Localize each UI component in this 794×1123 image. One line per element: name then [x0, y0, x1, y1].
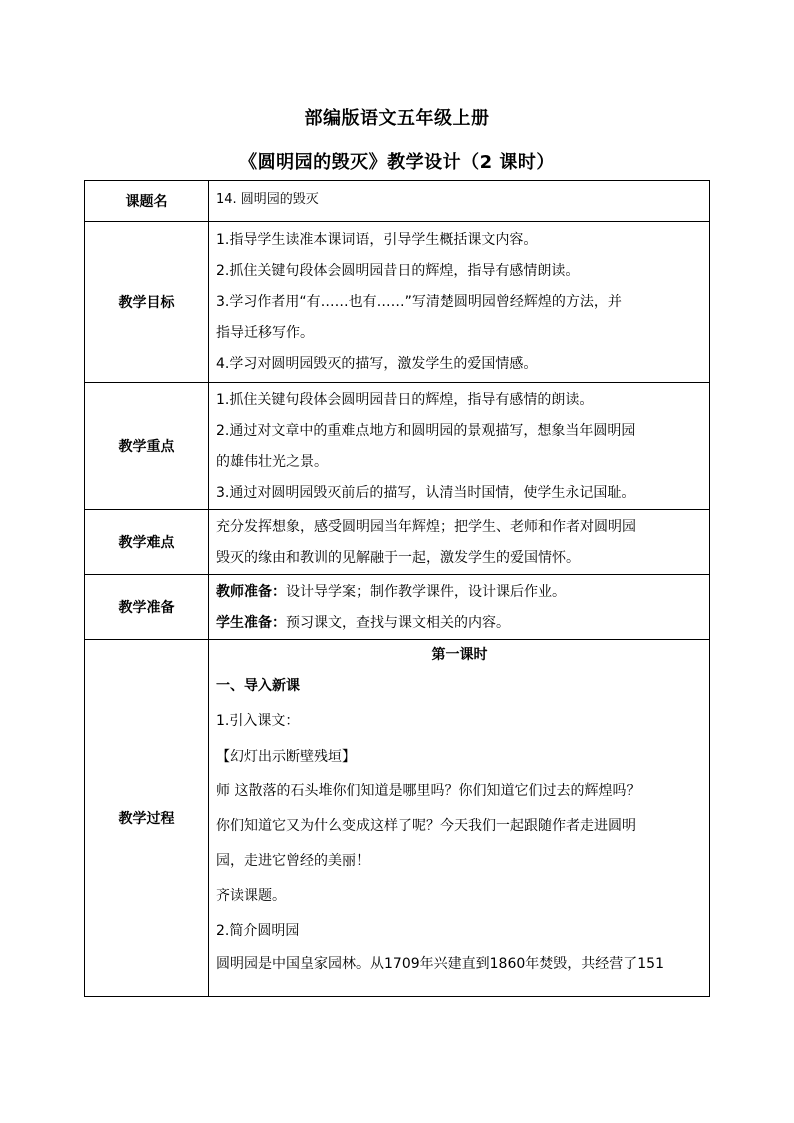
student-preparation-text: 预习课文，查找与课文相关的内容。	[286, 615, 510, 631]
goal-line: 4.学习对圆明园毁灭的描写，激发学生的爱国情感。	[216, 356, 538, 372]
goal-line: 1.指导学生读准本课词语，引导学生概括课文内容。	[216, 232, 538, 248]
table-row-topic	[85, 181, 710, 222]
row-content-preparation	[209, 575, 710, 640]
process-line: 师 这散落的石头堆你们知道是哪里吗？你们知道它们过去的辉煌吗？	[216, 783, 641, 799]
row-label-key-points: 教学重点	[85, 383, 209, 510]
document-subtitle: 《圆明园的毁灭》教学设计（2 课时）	[239, 152, 555, 173]
row-content-key-points	[209, 383, 710, 510]
goal-line: 3.学习作者用“有……也有……”写清楚圆明园曾经辉煌的方法，并	[216, 294, 622, 310]
process-line: 1.引入课文：	[216, 713, 300, 729]
student-preparation-label: 学生准备：	[216, 615, 286, 631]
key-point-line: 3.通过对圆明园毁灭前后的描写，认清当时国情，使学生永记国耻。	[216, 485, 636, 501]
difficulty-line: 充分发挥想象，感受圆明园当年辉煌；把学生、老师和作者对圆明园	[216, 519, 636, 535]
row-label-topic: 课题名	[85, 181, 209, 222]
table-row-preparation	[85, 575, 710, 640]
key-point-line: 的雄伟壮光之景。	[216, 454, 328, 470]
goal-line: 2.抓住关键句段体会圆明园昔日的辉煌，指导有感情朗读。	[216, 263, 580, 279]
key-point-line: 2.通过对文章中的重难点地方和圆明园的景观描写，想象当年圆明园	[216, 423, 636, 439]
row-content-process	[209, 640, 710, 997]
table-row-difficulties	[85, 510, 710, 575]
process-line: 圆明园是中国皇家园林。从1709年兴建直到1860年焚毁，共经营了151	[216, 956, 664, 972]
process-line: 园，走进它曾经的美丽！	[216, 853, 370, 869]
difficulty-line: 毁灭的缘由和教训的见解融于一起，激发学生的爱国情怀。	[216, 550, 580, 566]
row-content-difficulties	[209, 510, 710, 575]
table-row-goals	[85, 222, 710, 383]
row-label-goals: 教学目标	[85, 222, 209, 383]
key-point-line: 1.抓住关键句段体会圆明园昔日的辉煌，指导有感情的朗读。	[216, 392, 594, 408]
topic-value: 14. 圆明园的毁灭	[216, 192, 319, 207]
row-label-process: 教学过程	[85, 640, 209, 997]
teacher-preparation-text: 设计导学案；制作教学课件，设计课后作业。	[286, 584, 566, 600]
teacher-preparation	[216, 577, 703, 608]
document-title: 部编版语文五年级上册	[304, 108, 490, 129]
teacher-preparation-label: 教师准备：	[216, 584, 286, 600]
row-label-difficulties: 教学难点	[85, 510, 209, 575]
row-content-topic	[209, 181, 710, 222]
period-title: 第一课时	[431, 647, 488, 663]
process-line: 2.简介圆明园	[216, 923, 300, 939]
process-line: 你们知道它又为什么变成这样了呢？今天我们一起跟随作者走进圆明	[216, 818, 636, 834]
table-row-key-points	[85, 383, 710, 510]
table-row-process	[85, 640, 710, 997]
row-label-preparation: 教学准备	[85, 575, 209, 640]
student-preparation	[216, 608, 703, 639]
goal-line: 指导迁移写作。	[216, 325, 314, 341]
section-title: 一、导入新课	[216, 678, 300, 694]
row-content-goals	[209, 222, 710, 383]
lesson-plan-table	[84, 180, 710, 997]
process-line: 齐读课题。	[216, 888, 286, 904]
process-line: 【幻灯出示断壁残垣】	[216, 749, 356, 765]
